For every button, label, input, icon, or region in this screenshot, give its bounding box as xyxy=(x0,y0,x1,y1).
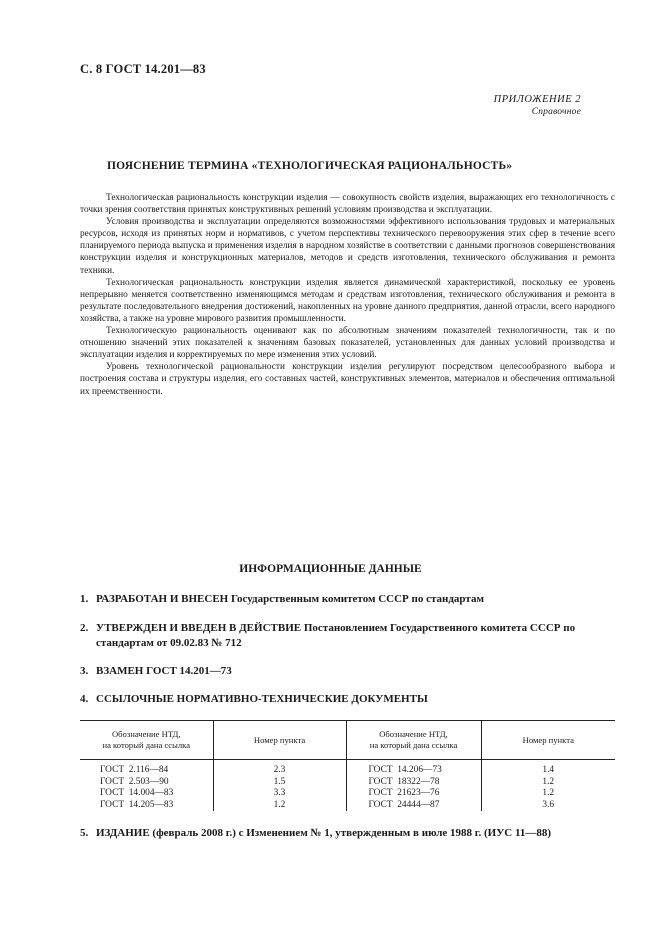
item-text: РАЗРАБОТАН И ВНЕСЕН Государственным комитетом СССР по стандартам xyxy=(96,593,484,605)
paragraph: Технологическую рациональность оценивают как по абсолютным значениям показателей технологичности, так и по отношению значений этих показателей к значениям базовых показателей, установленных для данных условий производства и эксплуатации изделия и корректируемых по мере изменения этих условий. xyxy=(80,326,615,361)
doc-cell: ГОСТ 18322—78 xyxy=(346,777,481,789)
item-text: ИЗДАНИЕ (февраль 2008 г.) с Изменением № 1, утвержденным в июле 1988 г. (ИУС 11—88) xyxy=(96,827,552,839)
doc-cell: ГОСТ 21623—76 xyxy=(346,788,481,800)
info-item-4 xyxy=(80,692,620,707)
table-row xyxy=(80,777,615,789)
point-cell: 3.6 xyxy=(481,800,615,812)
info-item-1 xyxy=(80,592,620,607)
item-number: 5. xyxy=(80,827,89,839)
section-title: ПОЯСНЕНИЕ ТЕРМИНА «ТЕХНОЛОГИЧЕСКАЯ РАЦИОНАЛЬНОСТЬ» xyxy=(107,160,513,172)
info-item-2 xyxy=(80,621,620,651)
paragraph: Условия производства и эксплуатации определяются возможностями эффективного использования трудовых и материальных ресурсов, исходя из принятых норм и нормативов, с учетом перспективы технического перевооружения этих сфер в течение всего планируемого периода выпуска и применения изделия в народном хозяйстве в соответствии с данными прогнозов совершенствования конструкции изделия и конструкционных материалов, методов и средств изготовления, технического обслуживания и ремонта техники. xyxy=(80,217,615,276)
point-cell: 1.2 xyxy=(481,777,615,789)
paragraph: Технологическая рациональность конструкции изделия является динамической характеристикой, поскольку ее уровень непрерывно меняется соответственно изменяющимся методам и средствам изготовления, технического обслуживания и ремонта в результате последовательного внедрения достижений, накопленных на уровне данного предприятия, данной отрасли, всего народного хозяйства, а также на уровне мирового развития промышленности. xyxy=(80,277,615,324)
references-table xyxy=(80,720,615,811)
point-cell: 3.3 xyxy=(213,788,346,800)
info-item-5 xyxy=(80,826,620,841)
point-cell: 1.2 xyxy=(213,800,346,812)
table-row xyxy=(80,760,615,777)
doc-cell: ГОСТ 2.503—90 xyxy=(100,776,169,787)
table-header-row xyxy=(80,721,615,760)
doc-cell: ГОСТ 14.205—83 xyxy=(100,799,174,810)
info-title: ИНФОРМАЦИОННЫЕ ДАННЫЕ xyxy=(239,563,422,575)
paragraph: Технологическая рациональность конструкции изделия — совокупность свойств изделия, выражающих его технологичность с точки зрения соответствия принятых конструктивных решений условиям производства и эксплуатации. xyxy=(80,193,615,216)
doc-cell: ГОСТ 14.004—83 xyxy=(100,788,174,798)
table-row xyxy=(80,788,615,800)
item-number: 1. xyxy=(80,593,89,605)
doc-cell: ГОСТ 14.206—73 xyxy=(346,760,481,777)
col-header-point: Номер пункта xyxy=(481,721,615,760)
col-header-doc: Обозначение НТД, на который дана ссылка xyxy=(346,721,481,760)
point-cell: 2.3 xyxy=(213,760,346,777)
page-header: С. 8 ГОСТ 14.201—83 xyxy=(80,62,206,76)
item-text-continuation: стандартам от 09.02.83 № 712 xyxy=(96,637,242,649)
explanation-body xyxy=(80,192,615,398)
paragraph: Уровень технологической рациональности конструкции изделия регулируют посредством целесообразного выбора и построения состава и структуры изделия, его составных частей, конструктивных элементов, материалов и обеспечения оптимальной их преемственности. xyxy=(80,362,615,397)
item-number: 4. xyxy=(80,693,89,705)
point-cell: 1.5 xyxy=(213,777,346,789)
appendix-note: Справочное xyxy=(531,107,581,117)
item-text: ВЗАМЕН ГОСТ 14.201—73 xyxy=(96,665,232,677)
appendix-title: ПРИЛОЖЕНИЕ 2 xyxy=(493,94,581,105)
table-row xyxy=(80,800,615,812)
doc-cell: ГОСТ 24444—87 xyxy=(346,800,481,812)
col-header-point: Номер пункта xyxy=(213,721,346,760)
info-item-3 xyxy=(80,664,620,679)
point-cell: 1.2 xyxy=(481,788,615,800)
doc-cell: ГОСТ 2.116—84 xyxy=(100,765,169,775)
item-text: УТВЕРЖДЕН И ВВЕДЕН В ДЕЙСТВИЕ Постановлением Государственного комитета СССР по xyxy=(96,622,576,634)
col-header-doc: Обозначение НТД, на который дана ссылка xyxy=(80,721,213,760)
item-number: 3. xyxy=(80,665,89,677)
appendix-label xyxy=(494,93,581,119)
item-number: 2. xyxy=(80,622,89,634)
item-text: ССЫЛОЧНЫЕ НОРМАТИВНО-ТЕХНИЧЕСКИЕ ДОКУМЕНТЫ xyxy=(96,693,428,705)
point-cell: 1.4 xyxy=(481,760,615,777)
